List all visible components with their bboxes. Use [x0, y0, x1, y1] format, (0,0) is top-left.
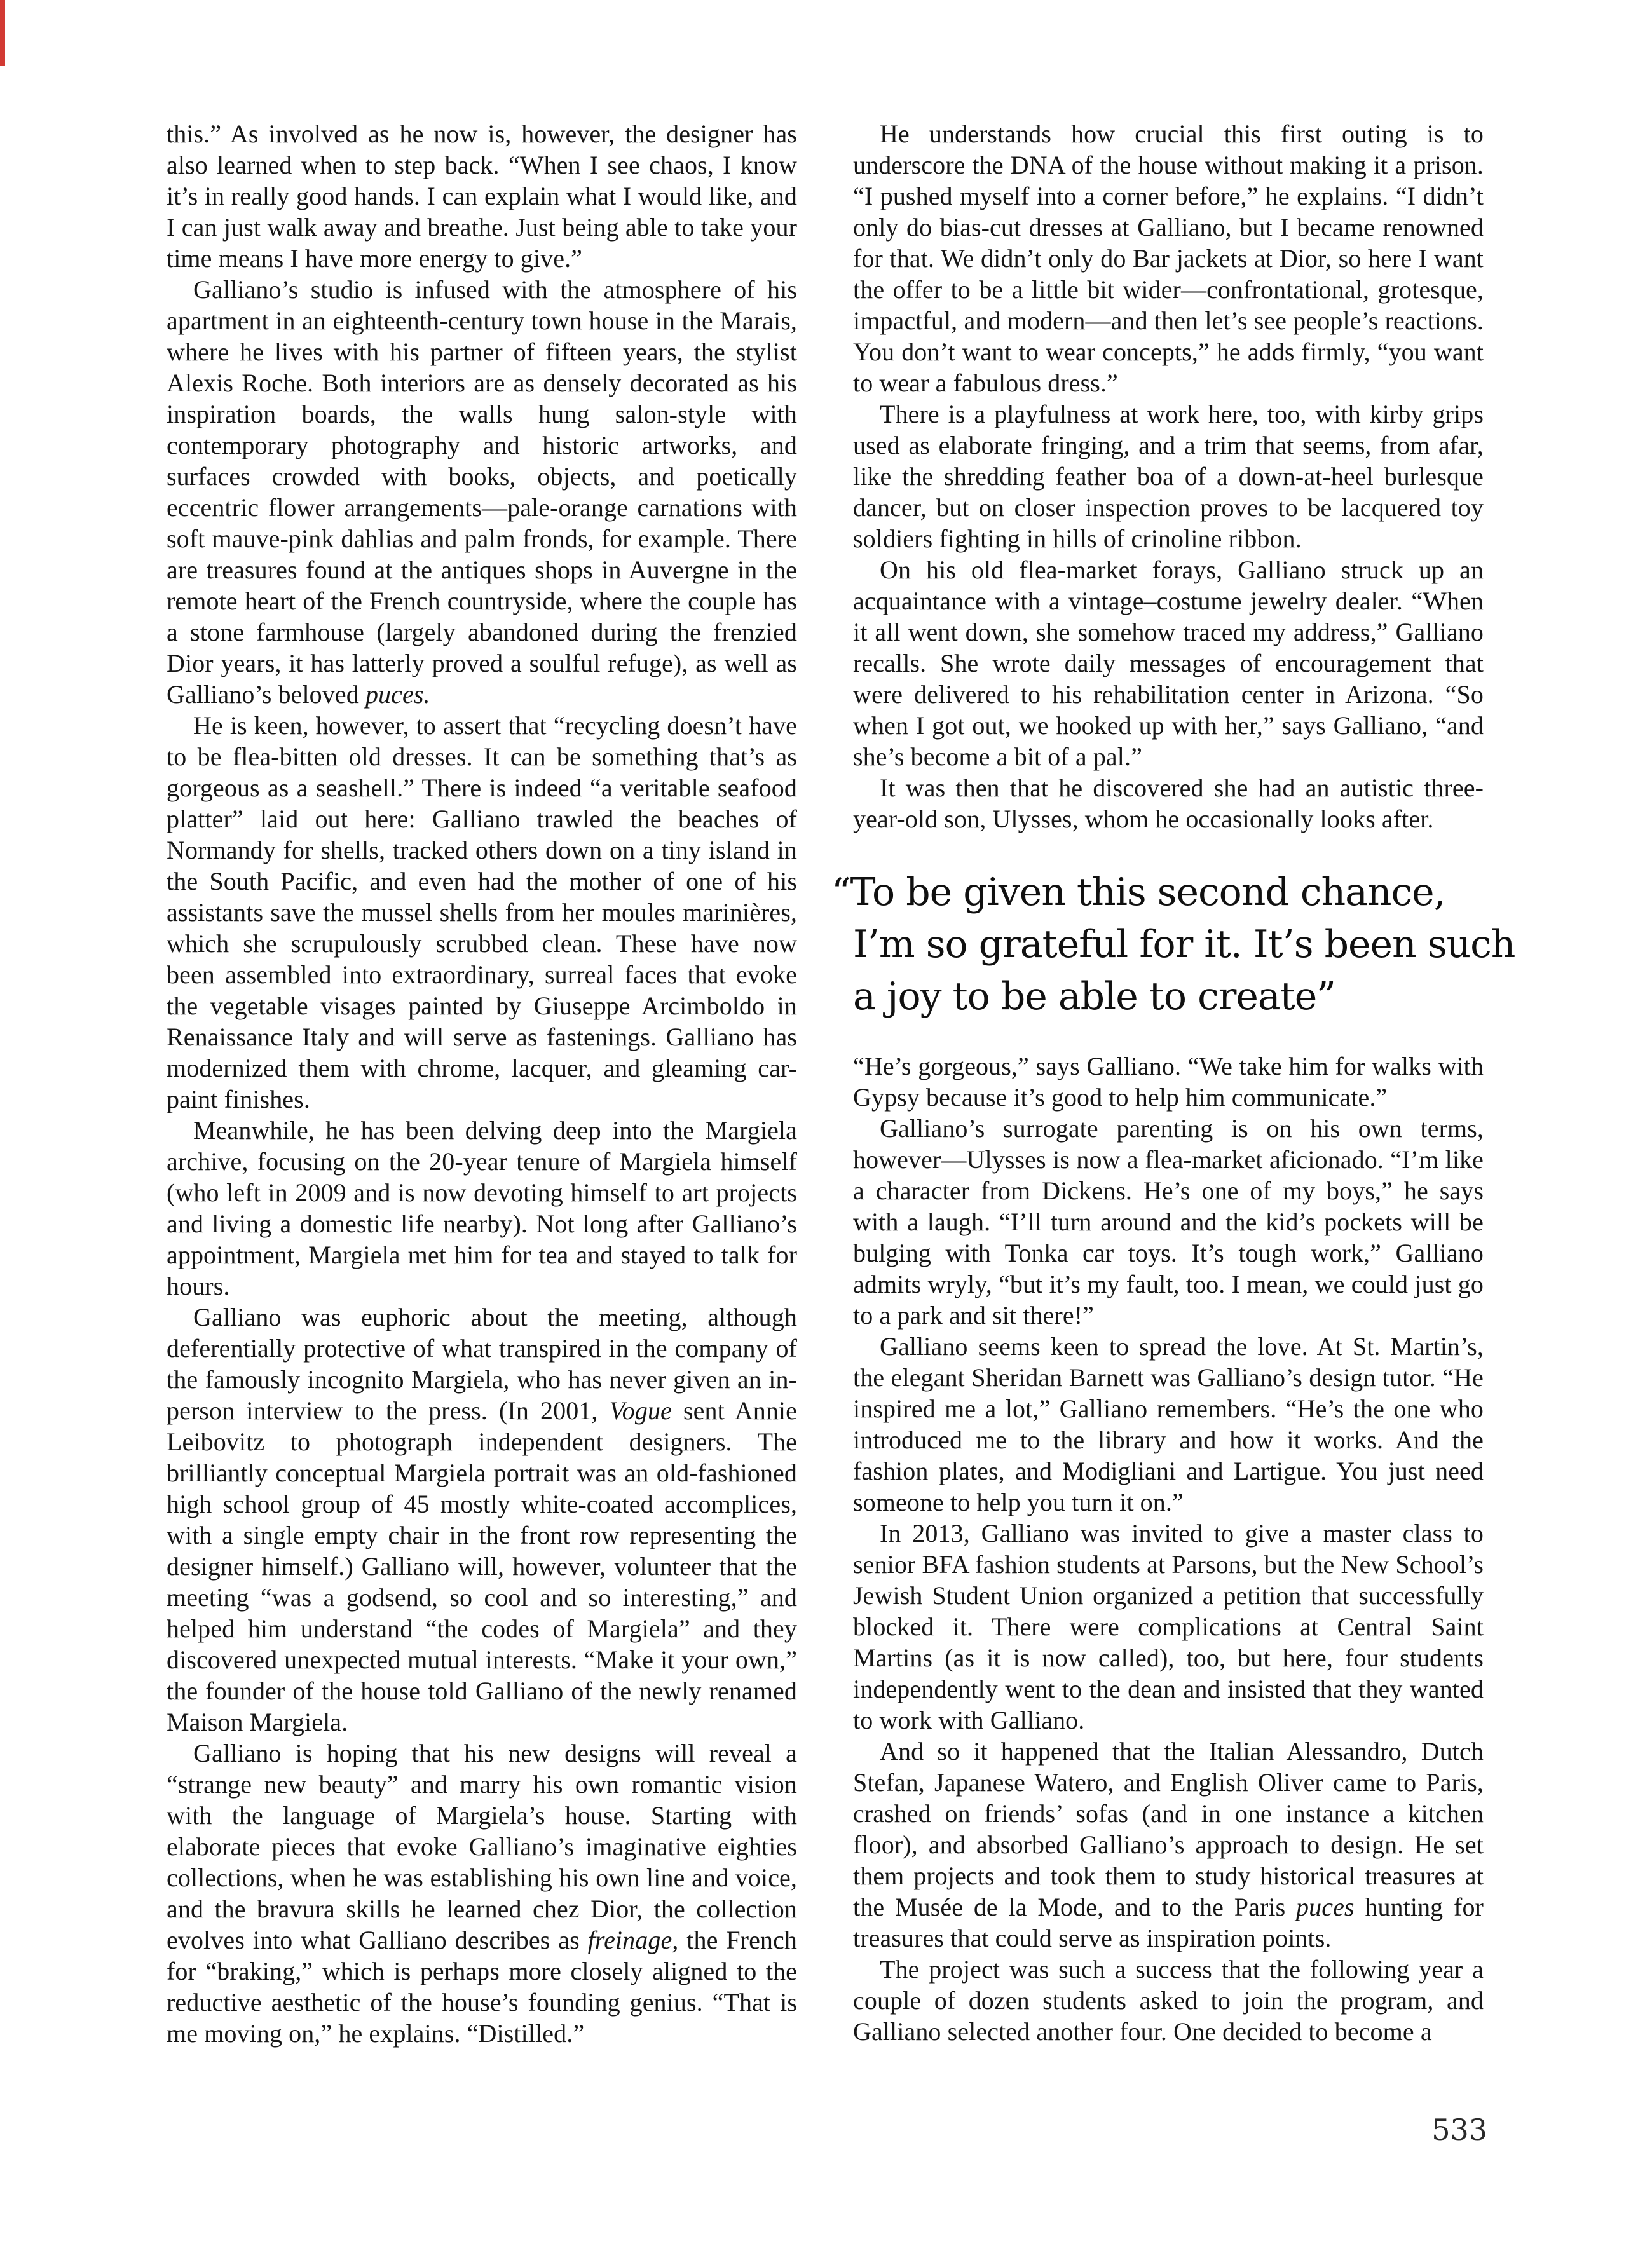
paragraph [167, 118, 797, 274]
paragraph [853, 1518, 1484, 1736]
paragraph [853, 1736, 1484, 1954]
body-text: It was then that he discovered she had an autistic three-year-old son, Ulysses, whom he occasionally looks after. [853, 773, 1484, 833]
body-text: Galliano’s surrogate parenting is on his own terms, however—Ulysses is now a flea-market aficionado. “I’m like a character from Dickens. He’s one of my boys,” he says with a laugh. “I’ll turn around and the kid’s pockets will be bulging with Tonka car toys. It’s tough work,” Galliano admits wryly, “but it’s my fault, too. I mean, we could just go to a park and sit there!” [853, 1114, 1484, 1330]
paragraph [853, 1331, 1484, 1518]
paragraph [853, 1113, 1484, 1331]
pull-quote-line: I’m so grateful for it. It’s been such [853, 922, 1515, 967]
paragraph [167, 1115, 797, 1302]
paragraph [167, 1302, 797, 1738]
body-text: this.” As involved as he now is, however, the designer has also learned when to step back. “When I see chaos, I know it’s in really good hands. I can explain what I would like, and I can just walk away and breathe. Just being able to take your time means I have more energy to give.” [167, 119, 797, 273]
body-text: In 2013, Galliano was invited to give a master class to senior BFA fashion students at Parsons, but the New School’s Jewish Student Union organized a petition that successfully blocked it. There were complications at Central Saint Martins (as it is now called), too, but here, four students independently went to the dean and insisted that they wanted to work with Galliano. [853, 1519, 1484, 1734]
right-column-top [853, 118, 1484, 834]
paragraph [167, 1738, 797, 2049]
paragraph [853, 1051, 1484, 1113]
italic-text: puces [1296, 1893, 1355, 1921]
body-text: And so it happened that the Italian Alessandro, Dutch Stefan, Japanese Watero, and English Oliver came to Paris, crashed on friends’ sofas (and in one instance a kitchen floor), and absorbed Galliano’s approach to design. He set them projects and took them to study historical treasures at the Musée de la Mode, and to the Paris [853, 1737, 1484, 1921]
paragraph [167, 710, 797, 1115]
pull-quote [831, 866, 1515, 1023]
paragraph [853, 772, 1484, 834]
body-text: sent Annie Leibovitz to photograph independent designers. The brilliantly conceptual Margiela portrait was an old-fashioned high school group of 45 mostly white-coated accomplices, with a single empty chair in the front row representing the designer himself.) Galliano will, however, volunteer that the meeting “was a godsend, so cool and so interesting,” and helped him understand “the codes of Margiela” and they discovered unexpected mutual interests. “Make it your own,” the founder of the house told Galliano of the newly renamed Maison Margiela. [167, 1396, 797, 1736]
body-text: hunting for treasures that could serve as inspiration points. [853, 1893, 1484, 1952]
body-text: “He’s gorgeous,” says Galliano. “We take him for walks with Gypsy because it’s good to help him communicate.” [853, 1052, 1484, 1112]
body-text: Galliano is hoping that his new designs will reveal a “strange new beauty” and marry his own romantic vision with the language of Margiela’s house. Starting with elaborate pieces that evoke Galliano’s imaginative eighties collections, when he was establishing his own line and voice, and the bravura skills he learned chez Dior, the collection evolves into what Galliano describes as [167, 1739, 797, 1954]
body-text: Galliano seems keen to spread the love. At St. Martin’s, the elegant Sheridan Barnett was Galliano’s design tutor. “He inspired me a lot,” Galliano remembers. “He’s the one who introduced me to the library and how it works. And the fashion plates, and Modigliani and Lartigue. You just need someone to help you turn it on.” [853, 1332, 1484, 1516]
paragraph [853, 398, 1484, 554]
body-text: There is a playfulness at work here, too, with kirby grips used as elaborate fringing, and a trim that seems, from afar, like the shredding feather boa of a down-at-heel burlesque dancer, but on closer inspection proves to be lacquered toy soldiers fighting in hills of crinoline ribbon. [853, 400, 1484, 553]
page-number: 533 [1431, 2113, 1487, 2147]
paragraph [853, 554, 1484, 772]
body-text: Galliano’s studio is infused with the atmosphere of his apartment in an eighteenth-century town house in the Marais, where he lives with his partner of fifteen years, the stylist Alexis Roche. Both interiors are as densely decorated as his inspiration boards, the walls hung salon-style with contemporary photography and historic artworks, and surfaces crowded with books, objects, and poetically eccentric flower arrangements—pale-orange carnations with soft mauve-pink dahlias and palm fronds, for example. There are treasures found at the antiques shops in Auvergne in the remote heart of the French countryside, where the couple has a stone farmhouse (largely abandoned during the frenzied Dior years, it has latterly proved a soulful refuge), as well as Galliano’s beloved [167, 275, 797, 709]
pull-quote-line: a joy to be able to create” [853, 974, 1335, 1019]
paragraph [167, 274, 797, 710]
right-column [831, 118, 1515, 2047]
body-text: He understands how crucial this first outing is to underscore the DNA of the house without making it a prison. “I pushed myself into a corner before,” he explains. “I didn’t only do bias-cut dresses at Galliano, but I became renowned for that. We didn’t only do Bar jackets at Dior, so here I want the offer to be a little bit wider—confrontational, grotesque, impactful, and modern—and then let’s see people’s reactions. You don’t want to wear concepts,” he adds firmly, “you want to wear a fabulous dress.” [853, 119, 1484, 397]
right-column-bottom [853, 1051, 1484, 2047]
body-text: On his old flea-market forays, Galliano struck up an acquaintance with a vintage–costume jewelry dealer. “When it all went down, she somehow traced my address,” Galliano recalls. She wrote daily messages of encouragement that were delivered to his rehabilitation center in Arizona. “So when I got out, we hooked up with her,” says Galliano, “and she’s become a bit of a pal.” [853, 555, 1484, 771]
body-text: The project was such a success that the following year a couple of dozen students asked to join the program, and Galliano selected another four. One decided to become a [853, 1955, 1484, 2046]
paragraph [853, 118, 1484, 398]
italic-text: puces. [365, 680, 430, 709]
paragraph [853, 1954, 1484, 2047]
red-edge-mark [0, 0, 5, 66]
body-text: Galliano was euphoric about the meeting, although deferentially protective of what transpired in the company of the famously incognito Margiela, who has never given an in-person interview to the press. (In 2001, [167, 1303, 797, 1425]
italic-text: freinage, [587, 1926, 679, 1954]
pull-quote-line: “To be given this second chance, [831, 870, 1445, 915]
body-text: the French for “braking,” which is perhaps more closely aligned to the reductive aesthetic of the house’s founding genius. “That is me moving on,” he explains. “Distilled.” [167, 1926, 797, 2048]
body-text: He is keen, however, to assert that “recycling doesn’t have to be flea-bitten old dresses. It can be something that’s as gorgeous as a seashell.” There is indeed “a veritable seafood platter” laid out here: Galliano trawled the beaches of Normandy for shells, tracked others down on a tiny island in the South Pacific, and even had the mother of one of his assistants save the mussel shells from her moules marinières, which she scrupulously scrubbed clean. These have now been assembled into extraordinary, surreal faces that evoke the vegetable visages painted by Giuseppe Arcimboldo in Renaissance Italy and will serve as fastenings. Galliano has modernized them with chrome, lacquer, and gleaming car-paint finishes. [167, 711, 797, 1113]
italic-text: Vogue [609, 1396, 672, 1425]
body-text: Meanwhile, he has been delving deep into the Margiela archive, focusing on the 20-year tenure of Margiela himself (who left in 2009 and is now devoting himself to art projects and living a domestic life nearby). Not long after Galliano’s appointment, Margiela met him for tea and stayed to talk for hours. [167, 1116, 797, 1300]
left-column [167, 118, 797, 2049]
